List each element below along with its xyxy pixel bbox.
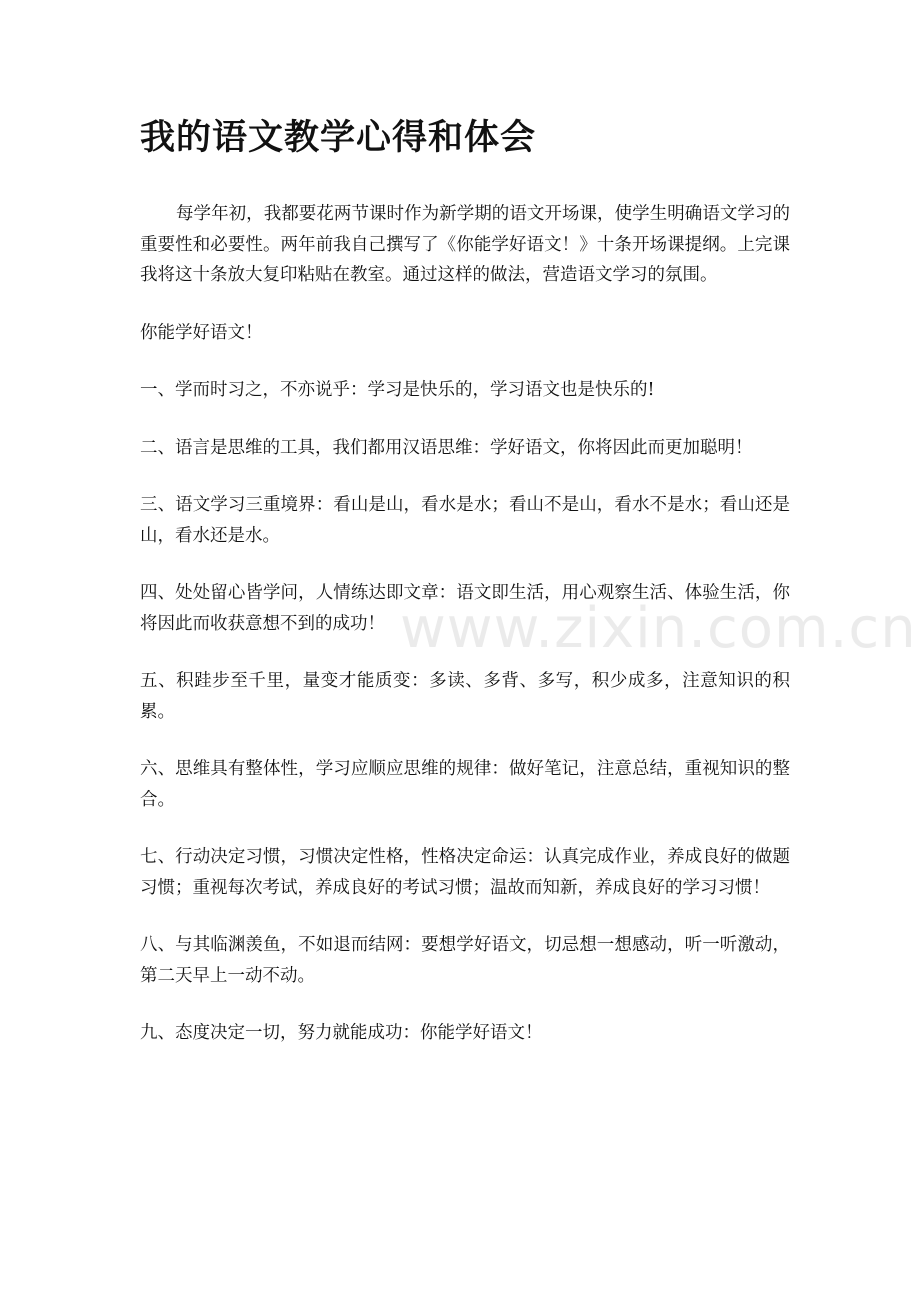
watermark: www.zixin.com.cn <box>400 596 917 661</box>
list-item-7: 七、行动决定习惯，习惯决定性格，性格决定命运：认真完成作业，养成良好的做题习惯；重视每次考试，养成良好的考试习惯；温故而知新，养成良好的学习习惯！ <box>140 847 790 898</box>
intro-paragraph: 每学年初，我都要花两节课时作为新学期的语文开场课，使学生明确语文学习的重要性和必要性。两年前我自己撰写了《你能学好语文！》十条开场课提纲。上完课我将这十条放大复印粘贴在教室。通过这样的做法，营造语文学习的氛围。 <box>140 204 790 285</box>
list-item-3: 三、语文学习三重境界：看山是山，看水是水；看山不是山，看水不是水；看山还是山，看水还是水。 <box>140 495 790 546</box>
list-item-4: 四、处处留心皆学问，人情练达即文章：语文即生活，用心观察生活、体验生活，你将因此而收获意想不到的成功！ <box>140 583 790 634</box>
list-item-6: 六、思维具有整体性，学习应顺应思维的规律：做好笔记，注意总结，重视知识的整合。 <box>140 759 790 810</box>
list-item-9: 九、态度决定一切，努力就能成功：你能学好语文！ <box>140 1023 543 1043</box>
subheading: 你能学好语文！ <box>140 322 263 343</box>
document-title: 我的语文教学心得和体会 <box>140 117 537 158</box>
list-item-8: 八、与其临渊羡鱼，不如退而结网：要想学好语文，切忌想一想感动，听一听激动，第二天早上一动不动。 <box>140 935 790 986</box>
list-item-2: 二、语言是思维的工具，我们都用汉语思维：学好语文，你将因此而更加聪明！ <box>140 437 753 458</box>
list-item-5: 五、积跬步至千里，量变才能质变：多读、多背、多写，积少成多，注意知识的积累。 <box>140 671 790 722</box>
list-item-1: 一、学而时习之，不亦说乎：学习是快乐的，学习语文也是快乐的! <box>140 380 655 400</box>
